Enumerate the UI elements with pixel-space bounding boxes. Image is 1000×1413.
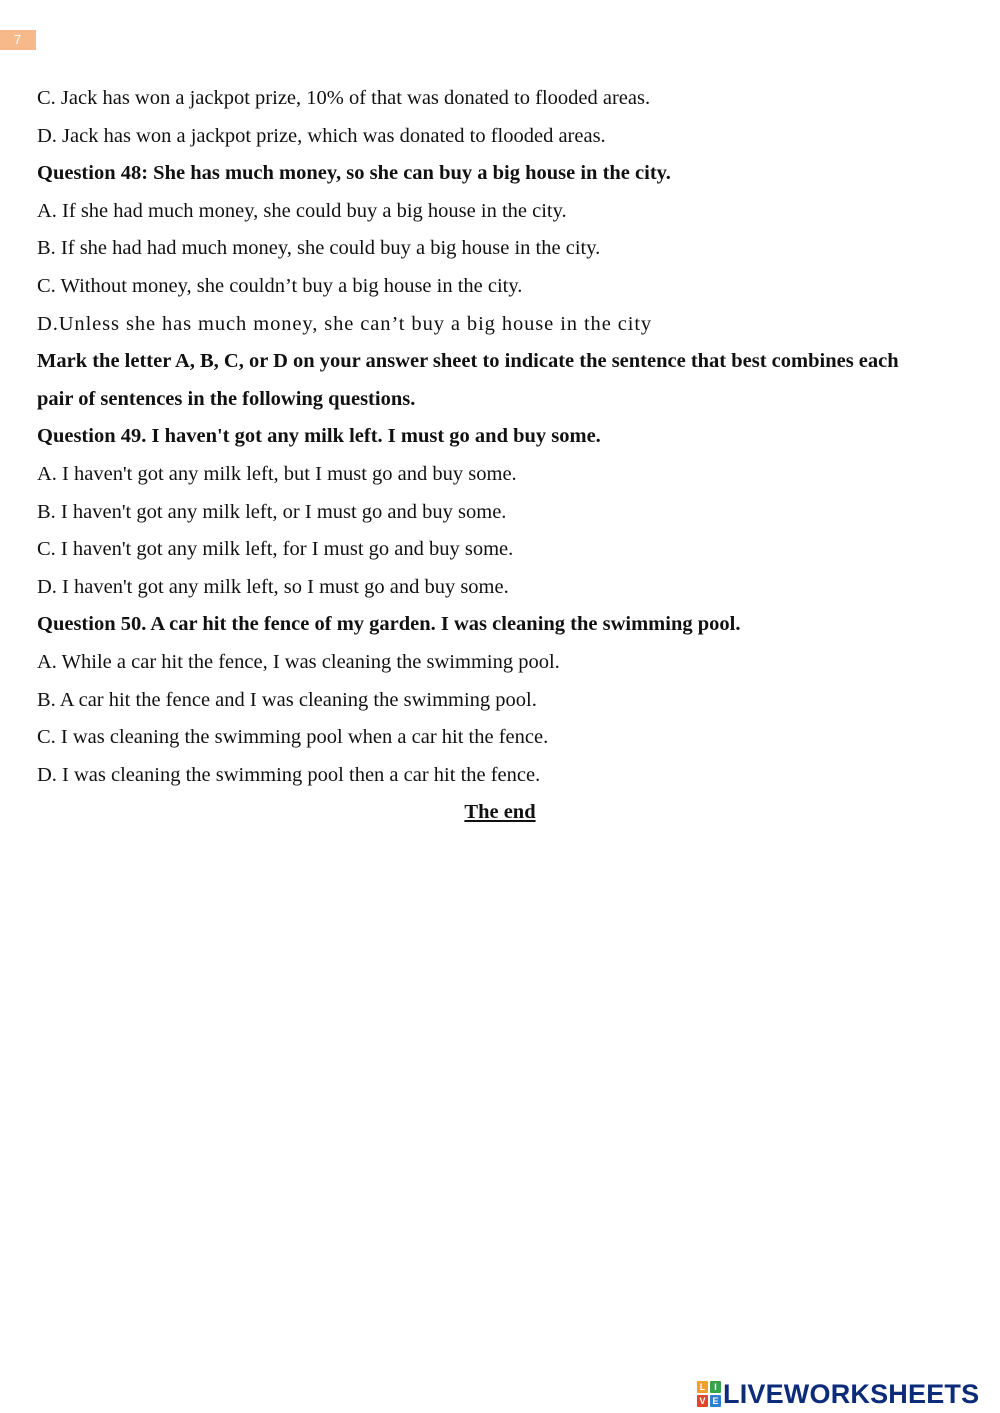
- q48-prompt: Question 48: She has much money, so she can buy a big house in the city.: [37, 162, 671, 185]
- logo-letter-l: L: [697, 1381, 708, 1393]
- page-number-badge: 7: [0, 30, 36, 50]
- q48-option-c: C. Without money, she couldn’t buy a big house in the city.: [37, 274, 523, 297]
- q47-option-c: C. Jack has won a jackpot prize, 10% of that was donated to flooded areas.: [37, 87, 651, 109]
- q49-option-b: B. I haven't got any milk left, or I must go and buy some.: [37, 500, 507, 523]
- instruction-line-1: Mark the letter A, B, C, or D on your answer sheet to indicate the sentence that best combines each: [37, 350, 899, 373]
- q49-option-a: A. I haven't got any milk left, but I must go and buy some.: [37, 462, 517, 485]
- liveworksheets-logo-icon: [697, 1381, 721, 1407]
- q49-option-d: D. I haven't got any milk left, so I must go and buy some.: [37, 575, 509, 598]
- q50-option-c: C. I was cleaning the swimming pool when a car hit the fence.: [37, 726, 549, 749]
- q48-option-a: A. If she had much money, she could buy a big house in the city.: [37, 199, 567, 222]
- instruction-line-2: pair of sentences in the following questions.: [37, 387, 416, 410]
- q48-option-b: B. If she had had much money, she could buy a big house in the city.: [37, 237, 601, 260]
- liveworksheets-brand[interactable]: [697, 1377, 979, 1411]
- logo-letter-v: V: [697, 1395, 708, 1407]
- liveworksheets-wordmark: LIVEWORKSHEETS: [723, 1378, 980, 1409]
- q50-option-b: B. A car hit the fence and I was cleaning the swimming pool.: [37, 688, 537, 711]
- q49-option-c: C. I haven't got any milk left, for I must go and buy some.: [37, 538, 514, 561]
- q48-option-d: D.Unless she has much money, she can’t buy a big house in the city: [37, 312, 653, 335]
- q49-prompt: Question 49. I haven't got any milk left. I must go and buy some.: [37, 425, 601, 448]
- q50-option-d: D. I was cleaning the swimming pool then a car hit the fence.: [37, 763, 541, 786]
- q47-option-d: D. Jack has won a jackpot prize, which was donated to flooded areas.: [37, 124, 606, 147]
- worksheet-content: [37, 80, 967, 832]
- logo-letter-i: I: [710, 1381, 721, 1393]
- q50-option-a: A. While a car hit the fence, I was cleaning the swimming pool.: [37, 650, 560, 673]
- the-end-label: The end: [464, 801, 536, 824]
- q50-prompt: Question 50. A car hit the fence of my garden. I was cleaning the swimming pool.: [37, 613, 741, 636]
- logo-letter-e: E: [710, 1395, 721, 1407]
